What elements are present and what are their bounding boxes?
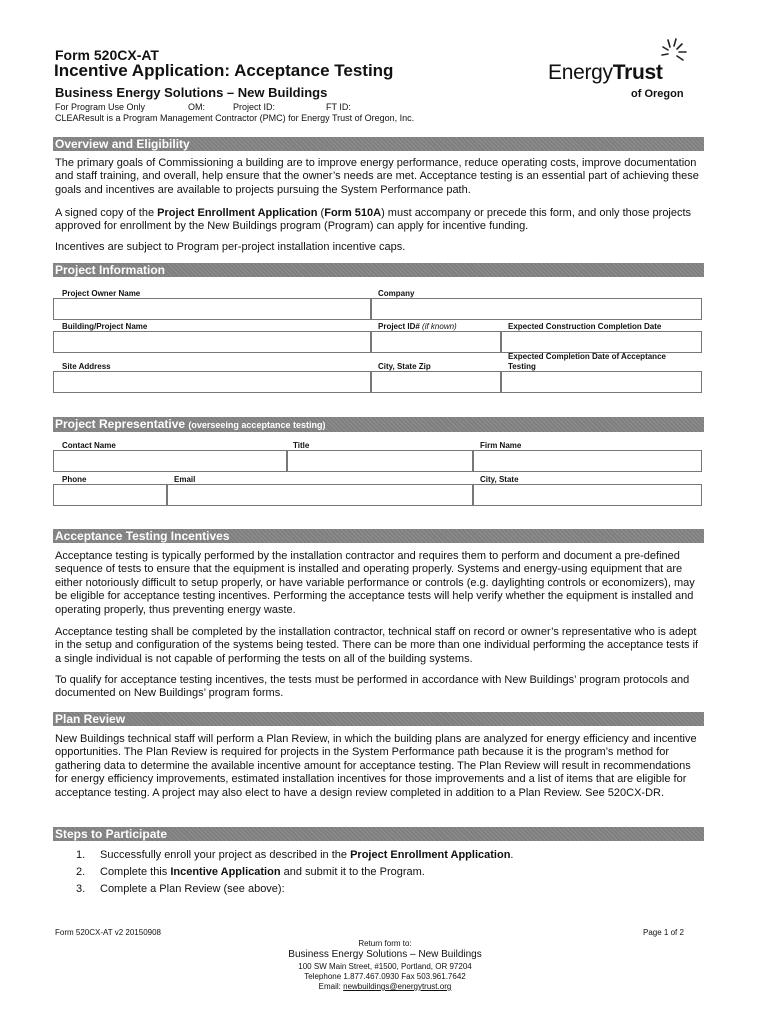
overview-paragraph-2: A signed copy of the Project Enrollment Application (Form 510A) must accompany or precede this form, and only those projects approved for enrollment by the New Buildings program (Program) can apply for incentive funding.	[55, 207, 692, 233]
title-field[interactable]	[287, 450, 473, 472]
section-header-project-rep: Project Representative (overseeing acceptance testing)	[53, 417, 704, 432]
overview-paragraph-1: The primary goals of Commissioning a building are to improve energy performance, reduce operating costs, improve documentation and staff training, and overall, help ensure that the owner’s needs are met. Acceptance testing is an essential part of achieving these goals and incentives are available to projects pursuing the System Performance path.	[55, 157, 699, 196]
energy-trust-logo	[548, 40, 698, 104]
site-address-label: Site Address	[62, 362, 111, 371]
step-3-text: Complete a Plan Review (see above):	[100, 883, 285, 895]
city-state-label: City, State	[480, 475, 519, 484]
step-2-number: 2.	[76, 866, 86, 878]
expected-construction-field[interactable]	[501, 331, 702, 353]
email-field[interactable]	[167, 484, 473, 506]
step-2-text: Complete this Incentive Application and submit it to the Program.	[100, 866, 425, 878]
logo-wordmark: EnergyTrust	[548, 61, 663, 84]
return-org: Business Energy Solutions – New Buildings	[288, 949, 482, 960]
firm-name-label: Firm Name	[480, 441, 522, 450]
form-version: Form 520CX-AT v2 20150908	[55, 928, 161, 937]
form-number: Form 520CX-AT	[55, 47, 159, 63]
incentives-paragraph-1: Acceptance testing is typically performed by the installation contractor and requires them to perform and document a pre-defined sequence of tests to ensure that the equipment is installed and operating properly. Systems and energy-using equipment that are either notoriously difficult to setup properly, or have variable performance or controls (e.g. daylighting controls or economizers), may be eligible for acceptance testing incentives. Performing the acceptance tests will help verify whether the equipment is installed and operating properly, thus preventing energy waste.	[55, 550, 695, 616]
form-title: Incentive Application: Acceptance Testing	[54, 61, 394, 80]
project-id-label: Project ID:	[233, 102, 276, 112]
program-name: Business Energy Solutions – New Buildings	[55, 85, 328, 100]
project-owner-name-field[interactable]	[53, 298, 371, 320]
plan-review-paragraph: New Buildings technical staff will perform a Plan Review, in which the building plans are analyzed for energy efficiency and incentive opportunities. The Plan Review is required for projects in the System Performance path because it is the program’s method for gathering data to determine the available incentive amount for acceptance testing. The Plan Review will result in recommendations for energy efficiency improvements, estimated installation incentives for those improvements and a list of items that are eligible for acceptance testing. A project may also elect to have a design review completed in addition to a Plan Review. See 520CX-DR.	[55, 733, 697, 799]
page-number: Page 1 of 2	[643, 928, 684, 937]
section-header-incentives: Acceptance Testing Incentives	[53, 529, 704, 543]
clearesult-note: CLEAResult is a Program Management Contractor (PMC) for Energy Trust of Oregon, Inc.	[55, 113, 415, 123]
step-1-number: 1.	[76, 849, 86, 861]
section-header-overview: Overview and Eligibility	[53, 137, 704, 151]
incentives-paragraph-2: Acceptance testing shall be completed by the installation contractor, technical staff on record or owner’s representative who is adept in the setup and configuration of the systems being tested. There can be more than one individual performing the acceptance tests if a single individual is not capable of performing the tests on all of the building systems.	[55, 626, 699, 665]
site-address-field[interactable]	[53, 371, 371, 393]
return-address: 100 SW Main Street, #1500, Portland, OR 97204	[298, 962, 472, 971]
ft-id-label: FT ID:	[326, 102, 351, 112]
return-to-label: Return form to:	[358, 939, 412, 948]
title-label: Title	[293, 441, 310, 450]
logo-of-oregon: of Oregon	[631, 88, 684, 100]
firm-name-field[interactable]	[473, 450, 702, 472]
om-label: OM:	[188, 102, 205, 112]
project-id-field[interactable]	[371, 331, 501, 353]
phone-label: Phone	[62, 475, 87, 484]
expected-construction-label: Expected Construction Completion Date	[508, 322, 662, 331]
city-state-field[interactable]	[473, 484, 702, 506]
building-project-name-label: Building/Project Name	[62, 322, 148, 331]
return-phone-fax: Telephone 1.877.467.0930 Fax 503.961.7642	[304, 972, 466, 981]
section-header-steps: Steps to Participate	[53, 827, 704, 841]
project-id-field-label: Project ID# (if known)	[378, 322, 457, 331]
company-field[interactable]	[371, 298, 702, 320]
city-state-zip-label: City, State Zip	[378, 362, 431, 371]
program-use-only-label: For Program Use Only	[55, 102, 146, 112]
contact-name-field[interactable]	[53, 450, 287, 472]
section-header-project-info: Project Information	[53, 263, 704, 277]
sunburst-icon	[660, 38, 688, 68]
email-label: Email	[174, 475, 196, 484]
city-state-zip-field[interactable]	[371, 371, 501, 393]
company-label: Company	[378, 289, 415, 298]
overview-paragraph-3: Incentives are subject to Program per-project installation incentive caps.	[55, 241, 406, 253]
expected-acceptance-field[interactable]	[501, 371, 702, 393]
step-3-number: 3.	[76, 883, 86, 895]
building-project-name-field[interactable]	[53, 331, 371, 353]
project-owner-name-label: Project Owner Name	[62, 289, 141, 298]
expected-acceptance-label-1: Expected Completion Date of Acceptance	[508, 352, 666, 361]
contact-name-label: Contact Name	[62, 441, 116, 450]
phone-field[interactable]	[53, 484, 167, 506]
step-1-text: Successfully enroll your project as described in the Project Enrollment Application.	[100, 849, 514, 861]
section-header-plan-review: Plan Review	[53, 712, 704, 726]
incentives-paragraph-3: To qualify for acceptance testing incentives, the tests must be performed in accordance with New Buildings’ program protocols and documented on New Buildings’ program forms.	[55, 674, 690, 700]
return-email-line: Email: newbuildings@energytrust.org	[318, 982, 452, 991]
email-link[interactable]: newbuildings@energytrust.org	[343, 982, 452, 991]
expected-acceptance-label-2: Testing	[508, 362, 536, 371]
